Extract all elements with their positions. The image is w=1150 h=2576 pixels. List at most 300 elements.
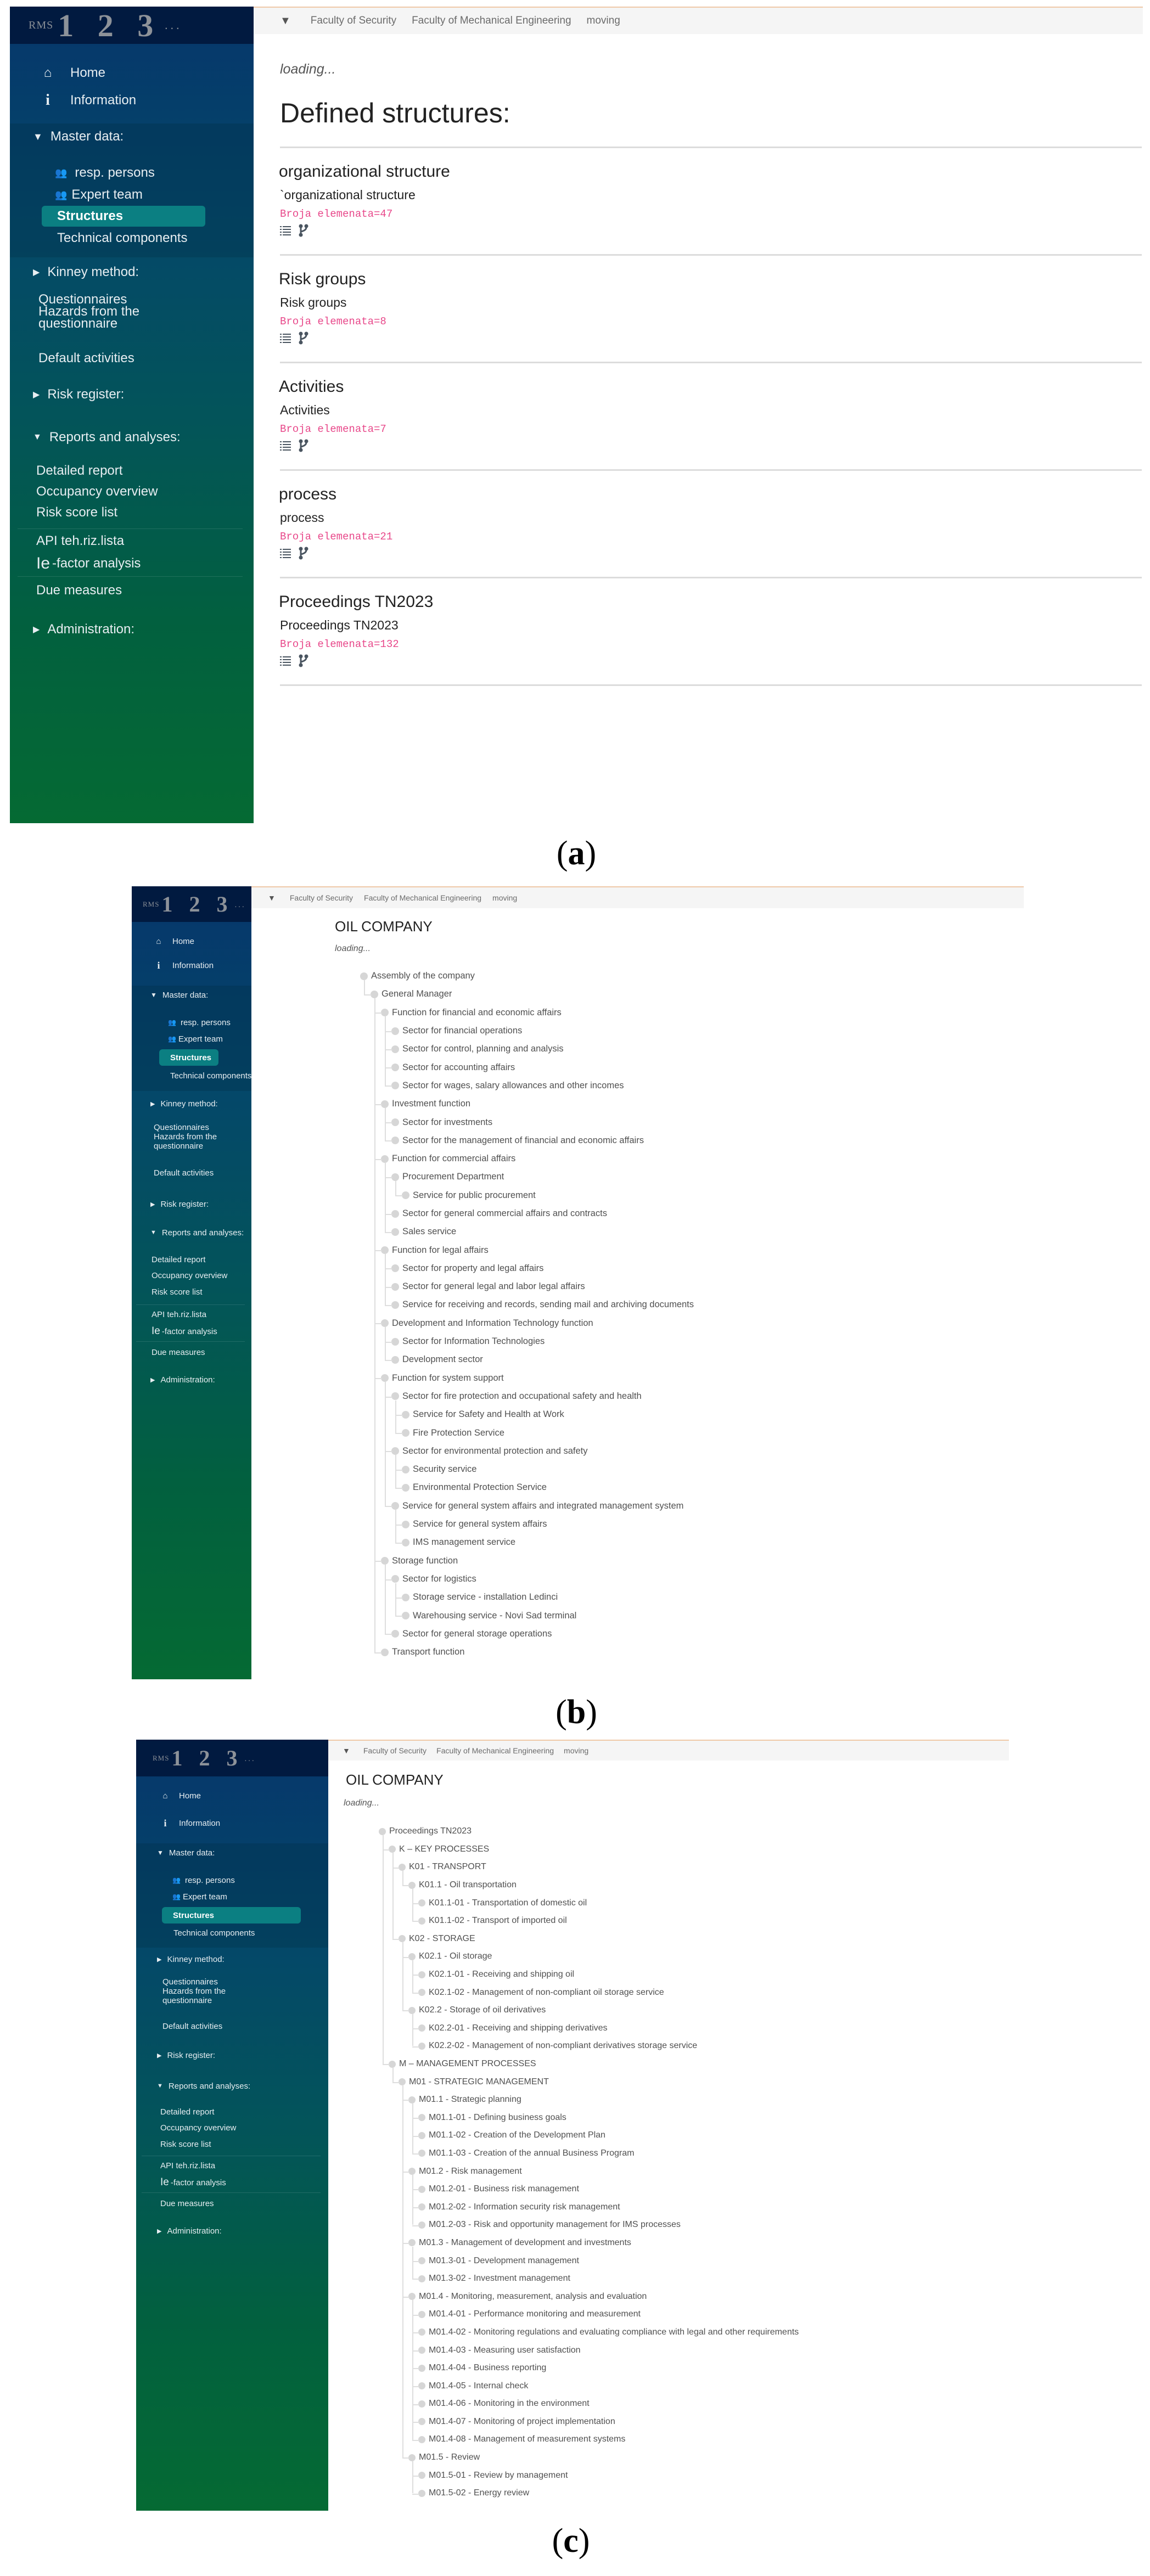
topbar-item-faculty-mechanical[interactable]: Faculty of Mechanical Engineering <box>436 1746 554 1755</box>
tree-node[interactable] <box>360 1132 1024 1150</box>
tree-node[interactable] <box>379 2341 1009 2359</box>
node-bullet-icon <box>391 1064 399 1071</box>
tree-node[interactable] <box>379 2431 1009 2449</box>
tree-node-label: General Manager <box>382 989 452 999</box>
tree-node[interactable] <box>379 2162 1009 2180</box>
sidebar-item-due-measures[interactable]: Due measures <box>160 2198 214 2208</box>
tree-node-label: M01.2 - Risk management <box>419 2166 522 2176</box>
tree-node[interactable] <box>379 2001 1009 2020</box>
sidebar-item-questionnaires[interactable]: Questionnaires Hazards from the questionnaire <box>154 1123 217 1151</box>
caret-right-icon: ▶ <box>157 2052 162 2059</box>
structure-name: Proceedings TN2023 <box>279 593 434 611</box>
sidebar-item-api-teh-riz-lista[interactable]: API teh.riz.lista <box>36 533 125 548</box>
tree-connector <box>374 1104 382 1105</box>
tree-connector <box>402 2100 410 2101</box>
tree-view-icon[interactable] <box>299 654 308 667</box>
sidebar-item-home[interactable]: ⌂ Home <box>10 62 254 84</box>
master-data-group <box>10 123 254 257</box>
tree-node[interactable] <box>360 1460 1024 1478</box>
page-title: OIL COMPANY <box>335 918 433 935</box>
tree-view-icon[interactable] <box>299 439 308 452</box>
top-navbar <box>328 1740 1009 1761</box>
tree-node[interactable] <box>360 1205 1024 1223</box>
structure-card <box>280 362 1142 469</box>
tree-connector <box>385 1016 386 1085</box>
tree-connector <box>374 1378 382 1379</box>
list-view-icon[interactable] <box>280 440 291 451</box>
tree-node[interactable] <box>360 1478 1024 1497</box>
tree-node[interactable] <box>379 2395 1009 2413</box>
structure-subtitle: process <box>280 510 324 525</box>
tree-node[interactable] <box>379 1930 1009 1948</box>
caret-down-icon: ▼ <box>157 1849 164 1857</box>
tree-node[interactable] <box>360 1387 1024 1405</box>
tree-node-label: Procurement Department <box>402 1172 504 1182</box>
tree-node[interactable] <box>379 1876 1009 1894</box>
menu-toggle-icon[interactable]: ▼ <box>268 893 276 902</box>
tree-node-label: Sector for the management of financial and economic affairs <box>402 1135 644 1145</box>
sidebar-group-master-data[interactable]: ▼ Master data: <box>157 1848 215 1858</box>
sidebar-item-risk-score-list[interactable]: Risk score list <box>152 1287 203 1297</box>
tree-node-label: Sector for wages, salary allowances and other incomes <box>402 1080 624 1090</box>
tree-node[interactable] <box>379 1966 1009 1984</box>
tree-node-label: Assembly of the company <box>371 971 475 981</box>
tree-node[interactable] <box>379 2287 1009 2305</box>
tree-connector <box>402 2297 410 2298</box>
sidebar-item-questionnaires[interactable]: Questionnaires Hazards from the questionnaire <box>38 292 140 331</box>
tree-node[interactable] <box>379 1912 1009 1930</box>
tree-connector <box>402 2085 403 2457</box>
tree-view-icon[interactable] <box>299 224 308 237</box>
tree-node[interactable] <box>379 2180 1009 2198</box>
info-icon: i <box>157 959 160 971</box>
tree-connector <box>412 2476 420 2477</box>
tree-node[interactable] <box>360 1606 1024 1624</box>
tree-node[interactable] <box>360 1058 1024 1076</box>
tree-node[interactable] <box>360 1570 1024 1588</box>
structure-card <box>280 254 1142 362</box>
node-bullet-icon <box>402 1411 409 1419</box>
tree-node[interactable] <box>360 1259 1024 1278</box>
sidebar-item-due-measures[interactable]: Due measures <box>152 1347 205 1357</box>
sidebar-item-information[interactable]: i Information <box>132 957 251 974</box>
sidebar-group-administration[interactable]: ▶ Administration: <box>150 1375 215 1385</box>
node-bullet-icon <box>381 1557 389 1565</box>
tree-connector <box>374 998 375 1652</box>
tree-node[interactable] <box>379 2037 1009 2055</box>
tree-node[interactable] <box>360 1369 1024 1387</box>
tree-node[interactable] <box>379 2305 1009 2324</box>
tree-connector <box>385 1268 392 1269</box>
tree-node[interactable] <box>379 2055 1009 2073</box>
tree-node[interactable] <box>379 2252 1009 2270</box>
sidebar-item-technical-components[interactable]: Technical components <box>170 1071 251 1081</box>
list-view-icon[interactable] <box>280 225 291 236</box>
tree-node[interactable] <box>379 2270 1009 2288</box>
tree-connector <box>412 2189 420 2190</box>
caret-right-icon: ▶ <box>157 1956 162 1963</box>
sidebar-group-reports[interactable]: ▼ Reports and analyses: <box>33 430 181 445</box>
tree-node[interactable] <box>360 1040 1024 1058</box>
tree-node[interactable] <box>360 1150 1024 1168</box>
tree-connector <box>385 1382 386 1506</box>
sidebar-item-resp-persons[interactable]: 👥 resp. persons <box>172 1875 235 1885</box>
structure-card <box>280 577 1142 684</box>
tree-node-label: K02.1-02 - Management of non-compliant oil storage service <box>429 1987 664 1997</box>
menu-toggle-icon[interactable]: ▼ <box>280 14 291 27</box>
tree-node[interactable] <box>360 1424 1024 1442</box>
node-bullet-icon <box>391 1173 399 1181</box>
tree-node-label: M01.3-02 - Investment management <box>429 2274 570 2283</box>
tree-connector <box>412 2404 420 2405</box>
sidebar-group-kinney-method[interactable]: ▶ Kinney method: <box>150 1099 218 1109</box>
tree-connector <box>412 2103 413 2153</box>
tree-node-label: Sector for financial operations <box>402 1026 523 1036</box>
tree-node[interactable] <box>360 1168 1024 1186</box>
tree-node-label: K02.2-01 - Receiving and shipping derivatives <box>429 2023 608 2033</box>
tree-node[interactable] <box>360 1022 1024 1040</box>
tree-connector <box>412 2461 413 2494</box>
tree-node[interactable] <box>379 2216 1009 2234</box>
sidebar-group-master-data[interactable]: ▼ Master data: <box>33 129 124 144</box>
topbar-item-faculty-mechanical[interactable]: Faculty of Mechanical Engineering <box>364 893 482 902</box>
tree-node-label: M01.3 - Management of development and investments <box>419 2237 631 2247</box>
node-bullet-icon <box>391 1392 399 1400</box>
tree-connector <box>383 1849 390 1851</box>
node-bullet-icon <box>391 1338 399 1346</box>
element-count: Broja elemenata=21 <box>280 531 393 543</box>
sidebar-item-information[interactable]: i Information <box>136 1815 328 1831</box>
tree-connector <box>412 2350 420 2352</box>
structure-actions <box>280 438 1142 453</box>
users-icon: 👥 <box>172 1876 181 1884</box>
tree-node[interactable] <box>360 1095 1024 1113</box>
info-icon: i <box>164 1817 167 1829</box>
tree-node[interactable] <box>360 1533 1024 1551</box>
tree-node-label: M01.3-01 - Development management <box>429 2256 579 2265</box>
tree-node[interactable] <box>379 2484 1009 2502</box>
tree-node[interactable] <box>379 2127 1009 2145</box>
tree-node[interactable] <box>379 2091 1009 2109</box>
tree-node[interactable] <box>360 1405 1024 1424</box>
tree-node[interactable] <box>360 1497 1024 1515</box>
tree-node-label: K01.1 - Oil transportation <box>419 1880 517 1890</box>
tree-connector <box>412 2207 420 2208</box>
sidebar-item-home[interactable]: ⌂ Home <box>136 1787 328 1804</box>
sidebar-item-ie-factor-analysis[interactable]: Ie -factor analysis <box>160 2176 226 2188</box>
tree-connector <box>385 1634 392 1635</box>
tree-node[interactable] <box>379 2377 1009 2395</box>
sidebar-group-kinney-method[interactable]: ▶ Kinney method: <box>157 1954 225 1964</box>
tree-node[interactable] <box>379 1841 1009 1859</box>
tree-connector <box>392 1853 394 1939</box>
sidebar-group-administration[interactable]: ▶ Administration: <box>33 622 135 637</box>
tree-node[interactable] <box>360 985 1024 1003</box>
sidebar-item-occupancy-overview[interactable]: Occupancy overview <box>36 484 158 499</box>
tree-node-label: M01.4-02 - Monitoring regulations and evaluating compliance with legal and other requirements <box>429 2327 799 2337</box>
tree-connector <box>402 2010 410 2011</box>
sidebar-item-default-activities[interactable]: Default activities <box>38 351 134 365</box>
tree-connector <box>395 1181 396 1195</box>
tree-connector <box>385 1579 392 1581</box>
sidebar-item-api-teh-riz-lista[interactable]: API teh.riz.lista <box>160 2161 216 2170</box>
structure-actions <box>280 223 1142 238</box>
tree-node[interactable] <box>360 1186 1024 1205</box>
sidebar-group-risk-register[interactable]: ▶ Risk register: <box>157 2050 215 2060</box>
tree-connector <box>395 1470 403 1471</box>
home-icon: ⌂ <box>43 65 52 80</box>
tree-connector <box>392 1868 400 1869</box>
tree-node-label: Function for financial and economic affairs <box>392 1007 562 1017</box>
node-bullet-icon <box>402 1539 409 1546</box>
sidebar-item-risk-score-list[interactable]: Risk score list <box>160 2139 211 2149</box>
tree-connector <box>402 2243 410 2244</box>
users-icon: 👥 <box>168 1035 176 1043</box>
sidebar-group-risk-register[interactable]: ▶ Risk register: <box>150 1199 209 1209</box>
tree-node-label: Sector for property and legal affairs <box>402 1263 544 1273</box>
tree-node[interactable] <box>379 2073 1009 2091</box>
tree-node[interactable] <box>360 1241 1024 1259</box>
topbar-item-faculty-security[interactable]: Faculty of Security <box>310 15 397 26</box>
tree-connector <box>392 2068 394 2082</box>
sidebar-item-api-teh-riz-lista[interactable]: API teh.riz.lista <box>152 1309 207 1319</box>
app-logo: RMS 1 2 3 ... <box>132 886 251 922</box>
sidebar-item-detailed-report[interactable]: Detailed report <box>152 1255 206 1264</box>
tree-connector <box>385 1232 392 1233</box>
sidebar-item-structures[interactable]: Structures <box>159 1049 218 1066</box>
main-content <box>254 7 1143 824</box>
list-view-icon[interactable] <box>280 333 291 344</box>
sidebar-item-ie-factor-analysis[interactable]: Ie -factor analysis <box>152 1325 217 1337</box>
node-bullet-icon <box>402 1191 409 1199</box>
tree-node[interactable] <box>379 2413 1009 2431</box>
tree-node[interactable] <box>379 1823 1009 1841</box>
tree-connector <box>385 1397 392 1398</box>
sidebar-item-technical-components[interactable]: Technical components <box>173 1928 255 1938</box>
home-icon: ⌂ <box>162 1791 168 1801</box>
node-bullet-icon <box>391 1027 399 1035</box>
tree-connector <box>383 1835 384 2064</box>
tree-connector <box>395 1598 403 1599</box>
tree-node-label: Proceedings TN2023 <box>389 1826 472 1836</box>
tree-connector <box>385 1451 392 1452</box>
tree-node[interactable] <box>360 1515 1024 1533</box>
tree-connector <box>383 2064 390 2065</box>
tree-node[interactable] <box>379 1948 1009 1966</box>
tree-node[interactable] <box>360 1223 1024 1241</box>
sidebar-item-resp-persons[interactable]: 👥 resp. persons <box>55 165 155 180</box>
tree-node[interactable] <box>379 2466 1009 2484</box>
element-count: Broja elemenata=7 <box>280 423 386 435</box>
sidebar-group-kinney-method[interactable]: ▶ Kinney method: <box>33 265 139 279</box>
tree-connector <box>395 1583 396 1616</box>
node-bullet-icon <box>381 1319 389 1327</box>
sidebar-item-structures[interactable]: Structures <box>42 206 205 227</box>
tree-connector <box>412 2153 420 2155</box>
tree-node[interactable] <box>379 2198 1009 2216</box>
tree-connector <box>412 2261 420 2262</box>
tree-node[interactable] <box>360 1643 1024 1661</box>
sidebar-group-reports[interactable]: ▼ Reports and analyses: <box>157 2081 251 2091</box>
tree-node[interactable] <box>379 1983 1009 2001</box>
tree-node-label: Sector for general storage operations <box>402 1628 552 1639</box>
menu-toggle-icon[interactable]: ▼ <box>343 1746 350 1755</box>
node-bullet-icon <box>402 1466 409 1473</box>
node-bullet-icon <box>391 1210 399 1218</box>
tree-connector <box>402 1957 410 1958</box>
tree-node[interactable] <box>360 1113 1024 1131</box>
tree-connector <box>412 1960 413 1993</box>
node-bullet-icon <box>360 972 368 980</box>
tree-connector <box>412 2315 420 2316</box>
tree-node-label: M01.4 - Monitoring, measurement, analysis and evaluation <box>419 2291 647 2301</box>
sidebar-item-technical-components[interactable]: Technical components <box>57 230 188 245</box>
panel-a <box>0 0 1150 878</box>
tree-node-label: M01.1 - Strategic planning <box>419 2095 521 2105</box>
loading-indicator: loading... <box>280 61 336 77</box>
caret-right-icon: ▶ <box>157 2228 162 2235</box>
list-view-icon[interactable] <box>280 655 291 666</box>
topbar-item-moving[interactable]: moving <box>564 1746 589 1755</box>
tree-node-label: Sector for Information Technologies <box>402 1336 545 1347</box>
sidebar-item-expert-team[interactable]: 👥 Expert team <box>172 1892 227 1902</box>
sidebar-item-detailed-report[interactable]: Detailed report <box>160 2107 215 2117</box>
structure-card <box>280 147 1142 254</box>
sidebar-group-master-data[interactable]: ▼ Master data: <box>150 990 209 1000</box>
tree-node-label: K01.1-02 - Transport of imported oil <box>429 1916 567 1926</box>
tree-node[interactable] <box>360 1296 1024 1314</box>
tree-node-label: M01.4-03 - Measuring user satisfaction <box>429 2345 581 2355</box>
tree-connector <box>412 2046 420 2048</box>
tree-node[interactable] <box>379 1894 1009 1912</box>
users-icon: 👥 <box>172 1893 181 1900</box>
tree-node-label: Sector for control, planning and analysis <box>402 1044 564 1054</box>
tree-node[interactable] <box>379 2020 1009 2038</box>
sidebar-item-expert-team[interactable]: 👥 Expert team <box>55 187 143 202</box>
divider <box>280 684 1142 686</box>
tree-connector <box>374 1323 382 1324</box>
tree-node[interactable] <box>360 1625 1024 1643</box>
tree-view-icon[interactable] <box>299 547 308 560</box>
node-bullet-icon <box>381 1009 389 1016</box>
caret-down-icon: ▼ <box>150 991 157 999</box>
sidebar-item-occupancy-overview[interactable]: Occupancy overview <box>160 2123 237 2133</box>
tree-node[interactable] <box>379 2449 1009 2467</box>
sidebar-group-risk-register[interactable]: ▶ Risk register: <box>33 387 125 402</box>
sidebar-item-expert-team[interactable]: 👥 Expert team <box>168 1034 223 1044</box>
sidebar-item-risk-score-list[interactable]: Risk score list <box>36 505 118 520</box>
sidebar-item-structures[interactable]: Structures <box>162 1907 301 1923</box>
caret-right-icon: ▶ <box>33 390 40 400</box>
tree-connector <box>385 1287 392 1288</box>
tree-node-label: M01.1-03 - Creation of the annual Business Program <box>429 2148 635 2158</box>
topbar-item-faculty-security[interactable]: Faculty of Security <box>289 893 354 902</box>
sidebar-group-reports[interactable]: ▼ Reports and analyses: <box>150 1228 244 1238</box>
tree-connector <box>385 1342 392 1343</box>
sidebar <box>132 886 251 1679</box>
tree-connector <box>412 2332 420 2333</box>
tree-node-label: M01 - STRATEGIC MANAGEMENT <box>409 2077 549 2086</box>
tree-connector <box>395 1195 403 1196</box>
structure-subtitle: Proceedings TN2023 <box>280 618 399 632</box>
tree-view-icon[interactable] <box>299 331 308 345</box>
sidebar-item-resp-persons[interactable]: 👥 resp. persons <box>168 1017 231 1027</box>
caret-right-icon: ▶ <box>150 1201 155 1208</box>
sidebar-item-default-activities[interactable]: Default activities <box>162 2021 223 2031</box>
tree-connector <box>412 2247 413 2279</box>
tree-connector <box>385 1140 392 1141</box>
sidebar-item-occupancy-overview[interactable]: Occupancy overview <box>152 1270 228 1280</box>
tree-node[interactable] <box>360 967 1024 985</box>
sidebar-item-ie-factor-analysis[interactable]: Ie -factor analysis <box>36 554 141 572</box>
tree-connector <box>412 2386 420 2387</box>
sidebar-item-default-activities[interactable]: Default activities <box>154 1168 214 1178</box>
tree-node[interactable] <box>360 1351 1024 1369</box>
tree-node-label: Service for general system affairs and integrated management system <box>402 1500 684 1511</box>
node-bullet-icon <box>391 1045 399 1053</box>
tree-connector <box>385 1049 392 1050</box>
sidebar-item-information[interactable]: i Information <box>10 89 254 111</box>
tree-node[interactable] <box>360 1442 1024 1460</box>
tree-node[interactable] <box>379 2145 1009 2163</box>
structure-tree <box>360 967 1024 1661</box>
tree-node-label: K02.2-02 - Management of non-compliant derivatives storage service <box>429 2041 698 2051</box>
sidebar-group-administration[interactable]: ▶ Administration: <box>157 2226 222 2236</box>
tree-node-label: M01.4-06 - Monitoring in the environment <box>429 2399 590 2409</box>
tree-connector <box>412 1903 420 1904</box>
tree-node[interactable] <box>379 2109 1009 2127</box>
tree-node-label: M01.1-02 - Creation of the Development Plan <box>429 2130 605 2140</box>
tree-connector <box>392 2082 400 2083</box>
top-navbar <box>251 886 1024 908</box>
node-bullet-icon <box>402 1612 409 1619</box>
tree-node[interactable] <box>360 1077 1024 1095</box>
tree-node[interactable] <box>360 1552 1024 1570</box>
node-bullet-icon <box>391 1118 399 1126</box>
tree-connector <box>385 1108 386 1141</box>
tree-connector <box>395 1488 403 1489</box>
tree-node[interactable] <box>379 2359 1009 2377</box>
node-bullet-icon <box>402 1521 409 1528</box>
node-bullet-icon <box>402 1594 409 1601</box>
tree-node[interactable] <box>360 1004 1024 1022</box>
tree-node[interactable] <box>379 1858 1009 1876</box>
topbar-item-faculty-security[interactable]: Faculty of Security <box>363 1746 427 1755</box>
caret-down-icon: ▼ <box>33 131 43 142</box>
caret-down-icon: ▼ <box>150 1229 156 1236</box>
sidebar-item-detailed-report[interactable]: Detailed report <box>36 463 123 478</box>
structure-actions <box>280 546 1142 560</box>
list-view-icon[interactable] <box>280 548 291 559</box>
sidebar-item-home[interactable]: ⌂ Home <box>132 933 251 949</box>
tree-node-label: Development sector <box>402 1354 483 1365</box>
tree-node[interactable] <box>360 1332 1024 1351</box>
structure-name: Risk groups <box>279 270 366 288</box>
tree-node[interactable] <box>360 1588 1024 1606</box>
sidebar-item-questionnaires[interactable]: Questionnaires Hazards from the questionnaire <box>162 1977 226 2005</box>
sidebar <box>136 1740 328 2511</box>
sidebar-item-due-measures[interactable]: Due measures <box>36 583 122 598</box>
tree-node[interactable] <box>360 1314 1024 1332</box>
structure-actions <box>280 331 1142 345</box>
tree-node[interactable] <box>360 1278 1024 1296</box>
topbar-item-moving[interactable]: moving <box>586 15 620 26</box>
tree-connector <box>412 2225 420 2226</box>
tree-node[interactable] <box>379 2234 1009 2252</box>
topbar-item-faculty-mechanical[interactable]: Faculty of Mechanical Engineering <box>412 15 571 26</box>
topbar-item-moving[interactable]: moving <box>492 893 518 902</box>
tree-node[interactable] <box>379 2324 1009 2342</box>
